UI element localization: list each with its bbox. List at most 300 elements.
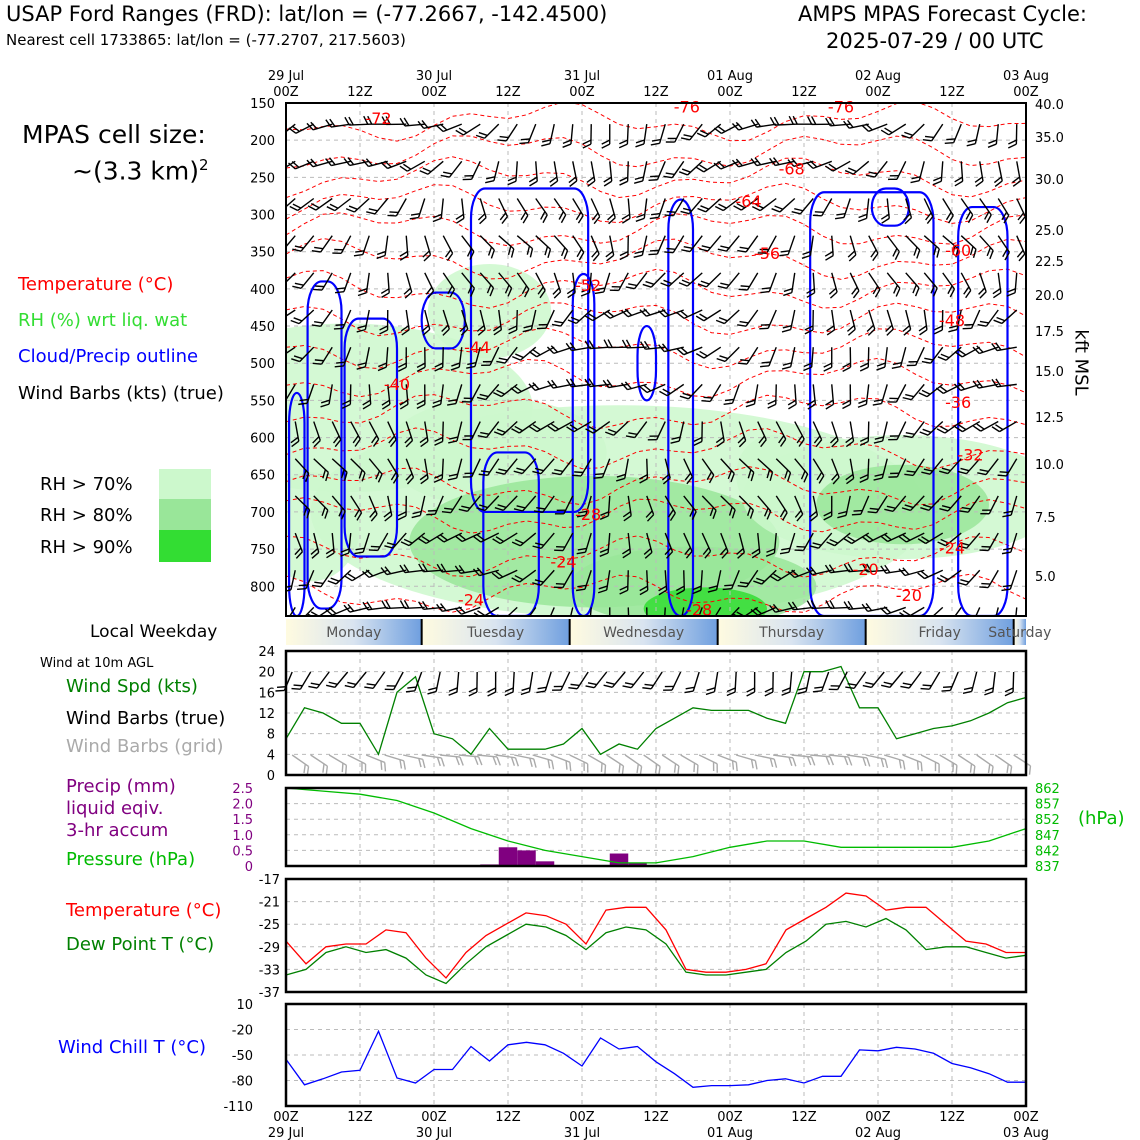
surface-barb-true-54-flag-1 xyxy=(782,687,790,692)
upper-wind-barb-196 xyxy=(541,122,554,147)
top-hour-label-0: 00Z xyxy=(273,85,299,100)
surface-barb-grid-63-flag-0 xyxy=(884,759,890,768)
upper-panel-content xyxy=(163,102,1063,632)
temperature-label-9: -44 xyxy=(464,337,491,357)
upper-wind-barb-301 xyxy=(659,378,683,398)
upper-wind-barb-5-flag-1 xyxy=(274,312,282,321)
upper-wind-barb-548-shaft xyxy=(1017,199,1026,217)
surface-barb-true-14-shaft xyxy=(415,672,422,691)
upper-wind-barb-252 xyxy=(619,124,628,148)
upper-wind-barb-533 xyxy=(990,161,1003,186)
temperature-label-12: -32 xyxy=(957,445,984,465)
surface-barb-true-44-flag-0 xyxy=(684,689,693,695)
pressure-ytick-4: 842 xyxy=(1035,844,1060,860)
upper-wind-barb-74 xyxy=(380,273,390,298)
upper-wind-barb-59-flag-0 xyxy=(354,252,363,258)
surface-barb-true-28 xyxy=(536,670,551,695)
upper-wind-barb-226-shaft xyxy=(591,199,599,217)
temperature-label-13: -28 xyxy=(575,505,602,525)
upper-wind-barb-503-shaft xyxy=(928,607,943,620)
upper-wind-barb-354-shaft xyxy=(747,273,757,290)
upper-wind-barb-224 xyxy=(583,124,591,148)
upper-wind-barb-74-flag-0 xyxy=(381,293,389,298)
pressure-tick-9: 600 xyxy=(250,431,275,447)
upper-wind-barb-355 xyxy=(737,305,758,329)
surface-barb-true-78-shaft xyxy=(1013,672,1014,692)
precip-ytick-5: 2.5 xyxy=(232,782,253,797)
upper-wind-barb-518-shaft xyxy=(975,124,979,144)
surface-barb-grid-9 xyxy=(363,755,388,771)
upper-wind-barb-337 xyxy=(714,154,739,171)
surface-barb-true-10 xyxy=(364,667,384,691)
upper-wind-barb-357-flag-0 xyxy=(746,403,755,408)
upper-wind-barb-253-flag-0 xyxy=(620,181,628,185)
upper-wind-barb-469-shaft xyxy=(896,384,905,402)
upper-wind-barb-441 xyxy=(858,383,869,408)
upper-wind-barb-425 xyxy=(842,310,856,335)
kft-tick-4: 22.5 xyxy=(1035,255,1064,270)
upper-wind-barb-182 xyxy=(519,121,535,146)
upper-wind-barb-427 xyxy=(842,384,850,408)
weekday-name-1: Tuesday xyxy=(467,625,525,641)
upper-wind-barb-439 xyxy=(861,310,876,335)
upper-wind-barb-112 xyxy=(418,116,443,129)
upper-wind-barb-271 xyxy=(621,302,646,318)
upper-wind-barb-544 xyxy=(979,566,998,591)
upper-wind-barb-455-flag-0 xyxy=(873,401,882,407)
upper-wind-barb-398-shaft xyxy=(812,347,814,367)
windchill-ytick-4: -110 xyxy=(223,1100,253,1115)
weekday-name-4: Friday xyxy=(918,625,961,641)
surface-barb-true-30 xyxy=(552,669,570,694)
upper-wind-barb-141 xyxy=(463,158,481,183)
upper-wind-barb-520 xyxy=(973,199,993,223)
upper-wind-barb-101 xyxy=(417,236,432,261)
surface-barb-true-16-flag-0 xyxy=(427,690,436,696)
upper-wind-barb-3-flag-1 xyxy=(276,243,285,251)
surface-barb-grid-49-flag-0 xyxy=(753,761,759,770)
upper-wind-barb-412-flag-1 xyxy=(824,363,832,367)
pressure-tick-8: 550 xyxy=(250,394,275,410)
surface-barb-grid-35 xyxy=(602,755,626,775)
upper-wind-barb-406-flag-1 xyxy=(812,116,816,124)
upper-wind-barb-254 xyxy=(620,199,630,224)
surface-barb-true-46-shaft xyxy=(714,672,717,692)
surface-barb-true-24-flag-0 xyxy=(505,692,513,696)
upper-wind-barb-392-flag-1 xyxy=(793,116,797,124)
weekday-label: Local Weekday xyxy=(90,622,218,642)
upper-wind-barb-268-flag-0 xyxy=(636,217,644,222)
surface-barb-true-62 xyxy=(845,667,865,691)
upper-wind-barb-505 xyxy=(953,161,963,185)
upper-wind-barb-267-shaft xyxy=(643,161,647,181)
upper-wind-barb-182-flag-0 xyxy=(519,140,528,147)
temp-ytick-0: -17 xyxy=(258,873,280,888)
upper-wind-barb-497 xyxy=(919,378,943,399)
temperature-label-0: -72 xyxy=(365,108,392,128)
surface-barb-true-52-flag-1 xyxy=(765,688,773,692)
surface-barb-grid-45 xyxy=(696,755,721,773)
pressure-tick-0: 150 xyxy=(250,97,275,112)
weekday-name-0: Monday xyxy=(326,625,382,641)
upper-wind-barb-86-flag-0 xyxy=(387,212,396,219)
surface-barb-grid-53-flag-0 xyxy=(792,758,797,766)
upper-wind-barb-491 xyxy=(933,161,943,186)
upper-wind-barb-479-shaft xyxy=(924,236,939,249)
upper-wind-barb-258-flag-0 xyxy=(604,340,608,348)
upper-wind-barb-422-flag-0 xyxy=(835,215,844,221)
surface-barb-true-6 xyxy=(326,667,348,691)
upper-wind-barb-41-flag-1 xyxy=(311,610,319,619)
surface-barb-grid-75-shaft xyxy=(977,755,993,766)
cell-subtitle: Nearest cell 1733865: lat/lon = (-77.2707, 217.5603) xyxy=(6,31,406,49)
upper-wind-barb-72-shaft xyxy=(375,199,388,214)
upper-wind-barb-0-flag-1 xyxy=(275,128,283,137)
upper-wind-barb-397 xyxy=(805,310,813,334)
temp-ytick-5: -37 xyxy=(258,986,280,1001)
upper-wind-barb-463-flag-0 xyxy=(888,176,897,183)
upper-wind-barb-544-shaft xyxy=(988,570,998,587)
legend-precip: Precip (mm) xyxy=(66,776,176,797)
surface-barb-grid-11-shaft xyxy=(385,755,404,761)
upper-wind-barb-171 xyxy=(512,236,535,258)
upper-wind-barb-44-shaft xyxy=(335,199,351,211)
upper-wind-barb-383 xyxy=(782,308,795,333)
upper-wind-barb-45-flag-0 xyxy=(332,250,341,257)
surface-barb-true-36-shaft xyxy=(612,672,625,687)
upper-wind-barb-483-shaft xyxy=(911,384,924,399)
pressure-tick-13: 800 xyxy=(250,580,275,596)
upper-wind-barb-548 xyxy=(1010,199,1027,224)
upper-wind-barb-268-shaft xyxy=(644,199,646,219)
surface-barb-grid-59-flag-1 xyxy=(844,757,849,765)
right-axis-label: kft MSL xyxy=(1070,329,1092,396)
upper-wind-barb-31-shaft xyxy=(321,236,333,252)
surface-barb-true-58-shaft xyxy=(822,672,829,691)
top-day-label-0: 29 Jul xyxy=(267,69,305,84)
upper-wind-barb-213-shaft xyxy=(573,236,584,253)
upper-wind-barb-267-flag-0 xyxy=(634,179,643,185)
precip-ytick-2: 1.0 xyxy=(232,828,253,844)
surface-barb-grid-29-shaft xyxy=(551,755,570,762)
surface-barb-grid-57-flag-0 xyxy=(829,757,834,765)
surface-barb-true-34 xyxy=(586,667,607,691)
upper-wind-barb-409-flag-1 xyxy=(825,252,833,257)
precip-ytick-0: 0 xyxy=(244,860,253,875)
upper-wind-barb-213 xyxy=(566,236,586,260)
surface-barb-grid-5-shaft xyxy=(329,755,346,765)
upper-wind-barb-198-shaft xyxy=(554,199,565,215)
upper-wind-barb-530-shaft xyxy=(966,570,979,585)
weekday-name-2: Wednesday xyxy=(603,625,685,641)
upper-wind-barb-466-shaft xyxy=(906,273,919,288)
surface-barb-grid-43 xyxy=(677,755,702,774)
upper-wind-barb-450 xyxy=(879,199,889,224)
upper-wind-barb-422 xyxy=(835,196,850,221)
upper-wind-barb-325 xyxy=(699,231,721,255)
bottom-hour-label-6: 00Z xyxy=(717,1110,743,1125)
wind-ytick-0: 0 xyxy=(266,769,275,784)
upper-wind-barb-238 xyxy=(602,124,610,148)
upper-wind-barb-443-shaft xyxy=(868,459,869,479)
upper-wind-barb-252-flag-0 xyxy=(619,144,627,148)
upper-wind-barb-266-flag-0 xyxy=(635,143,643,148)
upper-wind-barb-508 xyxy=(954,273,972,298)
surface-barb-grid-15-flag-1 xyxy=(436,757,441,766)
upper-wind-barb-43 xyxy=(326,154,351,167)
surface-barb-grid-9-flag-0 xyxy=(382,762,389,771)
legend-rh90: RH > 90% xyxy=(40,537,133,558)
upper-wind-barb-60-shaft xyxy=(366,273,369,293)
upper-wind-barb-406-flag-0 xyxy=(808,116,812,124)
surface-barb-grid-33-shaft xyxy=(588,755,605,765)
surface-barb-true-42 xyxy=(663,669,681,694)
temperature-label-19: -28 xyxy=(686,600,713,620)
legend-cloud: Cloud/Precip outline xyxy=(18,346,199,367)
temperature-label-10: -40 xyxy=(383,375,411,395)
upper-wind-barb-284-shaft xyxy=(651,273,665,287)
legend-rh80: RH > 80% xyxy=(40,505,133,526)
upper-wind-barb-170-shaft xyxy=(517,199,528,216)
upper-wind-barb-532 xyxy=(988,123,998,148)
surface-barb-true-64 xyxy=(863,667,884,691)
top-hour-label-2: 00Z xyxy=(421,85,447,100)
temperature-label-4: -64 xyxy=(735,192,762,212)
surface-barb-true-0 xyxy=(275,669,292,694)
surface-barb-grid-37-shaft xyxy=(625,755,641,766)
temperature-label-2: -76 xyxy=(827,97,855,117)
surface-barb-true-12-shaft xyxy=(394,672,403,690)
upper-wind-barb-502 xyxy=(918,563,943,580)
upper-wind-barb-269-flag-0 xyxy=(634,253,643,259)
rh-area-7 xyxy=(816,465,989,544)
upper-wind-barb-482 xyxy=(907,344,924,369)
upper-wind-barb-210 xyxy=(563,123,573,148)
upper-wind-barb-491-shaft xyxy=(941,161,942,181)
upper-wind-barb-41 xyxy=(308,601,332,621)
upper-wind-barb-441-flag-0 xyxy=(858,403,866,408)
upper-wind-barb-17-shaft xyxy=(301,236,314,251)
legend-wind-speed: Wind Spd (kts) xyxy=(66,676,198,697)
upper-wind-barb-315-shaft xyxy=(688,384,702,398)
legend-temperature: Temperature (°C) xyxy=(18,274,174,295)
upper-wind-barb-532-shaft xyxy=(996,124,998,144)
surface-barb-grid-79 xyxy=(1009,755,1034,775)
upper-wind-barb-155-flag-0 xyxy=(485,179,494,185)
upper-wind-barb-421 xyxy=(825,154,850,173)
upper-wind-barb-238-flag-1 xyxy=(602,140,610,144)
surface-barb-grid-43-shaft xyxy=(681,755,698,765)
top-hour-label-4: 00Z xyxy=(569,85,595,100)
top-hour-label-8: 00Z xyxy=(865,85,891,100)
pressure-tick-10: 650 xyxy=(250,468,275,484)
legend-rh: RH (%) wrt liq. wat xyxy=(18,310,188,331)
temperature-label-5: -56 xyxy=(753,244,781,264)
surface-barb-true-46 xyxy=(706,671,718,696)
upper-wind-barb-436-flag-0 xyxy=(858,218,866,223)
upper-wind-barb-354 xyxy=(739,269,758,294)
surface-barb-true-54-shaft xyxy=(790,672,792,692)
kft-tick-8: 12.5 xyxy=(1035,411,1064,426)
bottom-day-label-6: 01 Aug xyxy=(706,1126,754,1140)
upper-wind-barb-438 xyxy=(862,273,882,297)
upper-wind-barb-384 xyxy=(782,346,795,371)
upper-wind-barb-550-shaft xyxy=(1015,273,1017,293)
surface-barb-grid-39 xyxy=(639,755,663,775)
upper-wind-barb-368 xyxy=(760,270,776,295)
temp-ytick-1: -21 xyxy=(258,895,280,911)
upper-wind-barb-558-flag-0 xyxy=(1001,587,1010,593)
temperature-label-11: -36 xyxy=(945,392,972,412)
surface-barb-grid-25-shaft xyxy=(514,755,534,759)
surface-barb-grid-1 xyxy=(288,755,312,775)
upper-wind-barb-214 xyxy=(565,273,576,298)
surface-barb-true-26-shaft xyxy=(529,672,532,692)
upper-wind-barb-238-flag-0 xyxy=(602,144,610,148)
upper-wind-barb-435-shaft xyxy=(853,161,868,174)
surface-barb-grid-3-shaft xyxy=(311,755,328,766)
upper-wind-barb-115 xyxy=(436,236,454,261)
upper-wind-barb-115-shaft xyxy=(443,236,452,254)
legend-dewpoint: Dew Point T (°C) xyxy=(66,934,215,955)
surface-barb-true-4 xyxy=(308,667,329,691)
upper-wind-barb-424 xyxy=(843,273,861,298)
upper-wind-barb-476-shaft xyxy=(910,124,924,138)
upper-wind-barb-421-shaft xyxy=(833,161,850,171)
upper-wind-barb-126 xyxy=(436,117,461,133)
precip-bar-2 xyxy=(517,850,536,866)
surface-barb-grid-5 xyxy=(325,755,350,774)
surface-barb-true-26-flag-0 xyxy=(521,690,530,695)
surface-barb-true-10-shaft xyxy=(373,672,385,688)
upper-wind-barb-449-shaft xyxy=(875,161,887,177)
upper-wind-barb-427-flag-0 xyxy=(842,404,850,408)
bottom-hour-label-8: 00Z xyxy=(865,1110,891,1125)
surface-barb-grid-59-shaft xyxy=(829,755,849,757)
bottom-hour-label-7: 12Z xyxy=(791,1110,817,1125)
upper-wind-barb-356-shaft xyxy=(747,347,758,364)
upper-wind-barb-426 xyxy=(842,347,850,371)
bottom-day-label-8: 02 Aug xyxy=(854,1126,902,1140)
upper-wind-barb-384-shaft xyxy=(791,347,795,367)
surface-barb-grid-35-shaft xyxy=(607,755,624,766)
upper-wind-barb-15 xyxy=(289,154,314,171)
upper-wind-barb-536 xyxy=(990,273,1001,298)
surface-barb-true-0-flag-0 xyxy=(275,687,284,694)
surface-barb-grid-55-shaft xyxy=(792,755,812,757)
upper-wind-barb-2 xyxy=(272,193,295,215)
surface-barb-true-44 xyxy=(684,670,699,695)
bottom-day-label-4: 31 Jul xyxy=(563,1126,601,1140)
upper-wind-barb-185 xyxy=(530,236,553,258)
upper-wind-barb-309 xyxy=(679,155,702,177)
surface-barb-true-70-shaft xyxy=(929,672,939,689)
upper-wind-barb-2-shaft xyxy=(280,199,295,212)
upper-wind-barb-120-shaft xyxy=(443,422,444,442)
surface-barb-grid-69-flag-0 xyxy=(935,764,942,773)
surface-barb-grid-7-shaft xyxy=(348,755,366,764)
upper-wind-barb-311 xyxy=(681,231,702,255)
upper-wind-barb-341 xyxy=(716,304,739,326)
upper-wind-barb-296 xyxy=(665,194,684,219)
surface-barb-grid-21-shaft xyxy=(477,755,497,757)
surface-barb-grid-7 xyxy=(344,755,369,773)
upper-wind-barb-59 xyxy=(354,233,369,258)
bottom-hour-label-5: 12Z xyxy=(643,1110,669,1125)
surface-barb-grid-19-flag-1 xyxy=(474,756,479,764)
surface-barb-true-36 xyxy=(604,667,626,691)
surface-barb-grid-11-flag-0 xyxy=(401,761,407,770)
upper-wind-barb-154-shaft xyxy=(485,124,499,138)
surface-barb-true-74-shaft xyxy=(972,672,977,691)
temperature-label-14: -24 xyxy=(550,552,577,572)
bottom-day-label-2: 30 Jul xyxy=(415,1126,453,1140)
wind-ytick-3: 12 xyxy=(258,707,275,722)
site-title: USAP Ford Ranges (FRD): lat/lon = (-77.2667, -142.4500) xyxy=(6,2,608,26)
upper-wind-barb-72 xyxy=(366,193,387,217)
weekday-name-3: Thursday xyxy=(759,625,825,641)
upper-wind-barb-6-flag-1 xyxy=(274,349,282,358)
cycle-title: AMPS MPAS Forecast Cycle: xyxy=(798,2,1087,26)
upper-wind-barb-329-shaft xyxy=(710,384,720,401)
top-day-label-6: 01 Aug xyxy=(706,69,754,84)
upper-wind-barb-521 xyxy=(974,236,996,259)
pressure-ytick-1: 857 xyxy=(1035,797,1060,813)
upper-wind-barb-156-shaft xyxy=(499,199,508,217)
temperature-label-7: -52 xyxy=(575,276,602,296)
upper-wind-barb-368-flag-0 xyxy=(760,289,769,296)
upper-wind-barb-452 xyxy=(881,273,902,297)
upper-wind-barb-282-flag-0 xyxy=(650,215,659,221)
wind-ytick-4: 16 xyxy=(258,686,275,702)
upper-wind-barb-371-flag-0 xyxy=(768,404,776,408)
legend-windchill: Wind Chill T (°C) xyxy=(58,1037,206,1058)
upper-wind-barb-551-shaft xyxy=(1002,310,1017,323)
surface-barb-grid-65-flag-0 xyxy=(901,761,907,770)
upper-wind-barb-339-shaft xyxy=(727,236,740,251)
upper-wind-barb-505-flag-0 xyxy=(955,181,963,186)
surface-barb-grid-47-flag-0 xyxy=(733,762,740,771)
pressure-tick-5: 400 xyxy=(250,282,275,298)
surface-barb-grid-69-shaft xyxy=(921,755,939,764)
surface-barb-grid-57-flag-1 xyxy=(825,756,830,764)
surface-barb-true-66-shaft xyxy=(890,672,903,687)
upper-wind-barb-490-shaft xyxy=(932,124,943,141)
bottom-hour-label-0: 00Z xyxy=(273,1110,299,1125)
upper-wind-barb-54-shaft xyxy=(336,570,351,584)
temperature-label-8: -48 xyxy=(938,311,966,331)
temp-ytick-4: -33 xyxy=(258,963,280,979)
upper-wind-barb-398 xyxy=(803,347,813,372)
upper-wind-barb-327-shaft xyxy=(704,310,721,321)
temp-ytick-2: -25 xyxy=(258,918,280,934)
upper-wind-barb-294-shaft xyxy=(675,124,684,142)
pressure-tick-11: 700 xyxy=(250,505,275,521)
upper-wind-barb-252-shaft xyxy=(627,124,628,144)
legend-rh70: RH > 70% xyxy=(40,474,133,495)
precip-bar-4 xyxy=(610,854,629,866)
upper-wind-barb-351 xyxy=(732,154,757,168)
precip-ytick-3: 1.5 xyxy=(232,813,253,829)
upper-wind-barb-342 xyxy=(717,342,740,365)
upper-wind-barb-326-shaft xyxy=(706,273,720,287)
surface-barb-grid-39-shaft xyxy=(644,755,660,766)
upper-wind-barb-155 xyxy=(485,159,499,184)
upper-wind-barb-326 xyxy=(698,267,721,290)
surface-barb-grid-7-flag-0 xyxy=(362,764,369,773)
pressure-ytick-3: 847 xyxy=(1035,828,1060,844)
upper-wind-barb-298 xyxy=(661,267,684,289)
